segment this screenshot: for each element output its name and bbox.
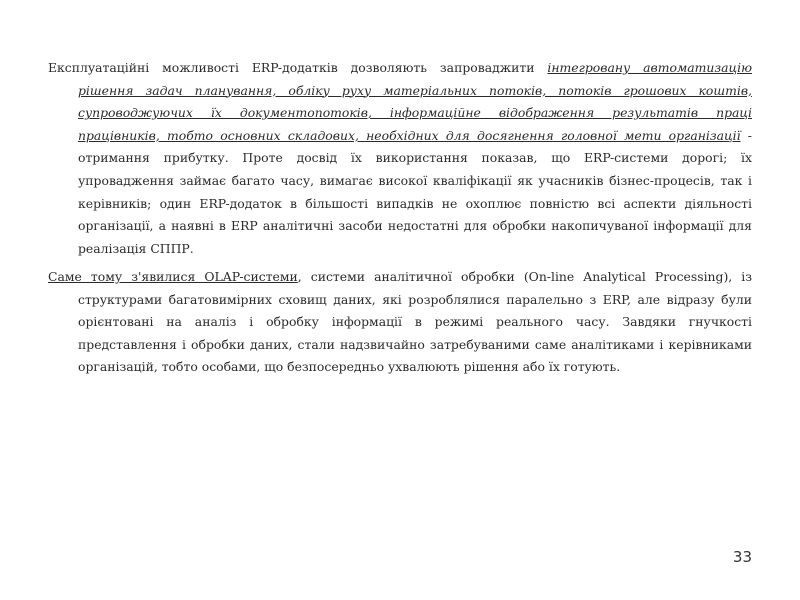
paragraph-erp-rest: - отримання прибутку. Проте досвід їх використання показав, що ERP-системи дорогі; їх упровадження займає багато часу, вимагає високої кваліфікації як учасників бізнес-процесів, так і керівників; один ERP-додаток в більшості випадків не охоплює повністю всі аспекти діяльності організації, а наявні в ERP аналітичні засоби недостатні для обробки накопичуваної інформації для реалізація СППР. <box>78 127 752 256</box>
paragraph-erp-lead: Експлуатаційні можливості ERP-додатків дозволяють запроваджити <box>48 60 548 75</box>
paragraph-erp-emphasis: інтегровану автоматизацію рішення задач планування, обліку руху матеріальних потоків, потоків грошових коштів, супроводжуючих їх документопотоків, інформаційне відображення результатів праці працівників, тобто основних складових, необхідних для досягнення головної мети організації <box>78 60 752 143</box>
page-number: 33 <box>732 548 752 566</box>
paragraph-olap-underlined: Саме тому з'явилися OLAP-системи <box>48 269 298 284</box>
paragraph-olap-rest: , системи аналітичної обробки (On-line Analytical Processing), із структурами багатовимірних сховищ даних, які розроблялися паралельно з ERP, але відразу були орієнтовані на аналіз і обробку інформації в режимі реального часу. Завдяки гнучкості представлення і обробки даних, стали надзвичайно затребуваними саме аналітиками і керівниками організацій, тобто особами, що безпосередньо ухвалюють рішення або їх готують. <box>78 269 752 375</box>
paragraph-olap <box>48 266 752 379</box>
paragraph-erp <box>48 57 752 260</box>
